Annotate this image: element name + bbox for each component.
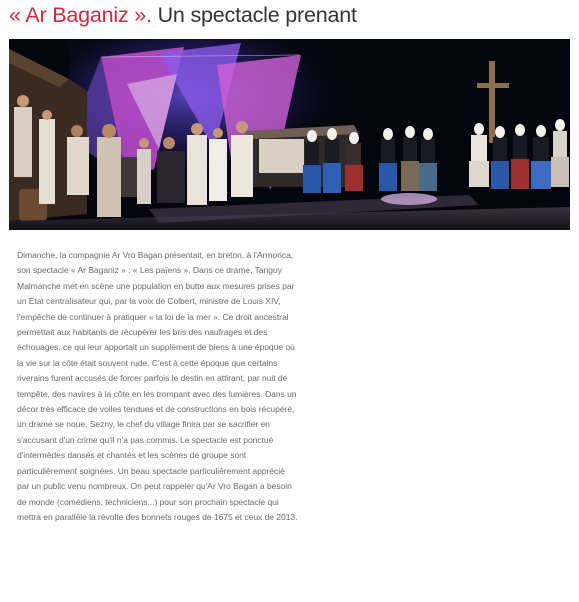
- title-rest: Un spectacle prenant: [157, 3, 357, 27]
- body-line: un État centralisateur qui, par la voix de Colbert, ministre de Louis XIV,: [17, 296, 281, 307]
- article-photo: [9, 39, 570, 230]
- body-line: d'intermèdes dansés et chantés et les scènes de groupe sont: [17, 450, 247, 461]
- body-line: décor très efficace de voiles tendues et de constructions en bois récupéré,: [17, 404, 295, 415]
- title-accent: « Ar Baganiz ».: [9, 3, 152, 27]
- lying-figure: [381, 193, 437, 205]
- body-line: particulièrement soignées. Un beau spectacle particulièrement apprécié: [17, 465, 285, 476]
- article-body: [17, 248, 322, 525]
- body-line: Malmanche met en scène une population en butte aux mesures prises par: [17, 280, 295, 291]
- body-line: l'empêche de continuer à pratiquer « la loi de la mer ». Ce droit ancestral: [17, 311, 289, 322]
- wooden-cross: [489, 61, 495, 143]
- body-line: par un public venu nombreux. On peut rappeler qu'Ar Vro Bagan a besoin: [17, 481, 292, 492]
- body-line: s'accusant d'un crime qu'il n'a pas commis. Le spectacle est ponctué: [17, 434, 274, 445]
- body-line: la vie sur la côte était souvent rude. C'est à cette époque que certains: [17, 357, 278, 368]
- body-line: riverains furent accusés de forcer parfois le destin en attirant, par nuit de: [17, 373, 288, 384]
- body-line: échouages, ce qui leur apportait un supplément de biens à une époque où: [17, 342, 295, 353]
- body-line: de monde (comédiens, techniciens...) pour son prochain spectacle qui: [17, 496, 279, 507]
- body-line: mettra en parallèle la révolte des bonnets rouges de 1675 et ceux de 2013.: [17, 511, 298, 522]
- body-line: permettait aux habitants de récupérer les bris des naufrages et des: [17, 327, 268, 338]
- body-line: Dimanche, la compagnie Ar Vro Bagan présentait, en breton, à l'Armorica,: [17, 250, 294, 260]
- article-title: [9, 2, 357, 28]
- body-line: son spectacle « Ar Baganiz » : « Les païens ». Dans ce drame, Tanguy: [17, 265, 282, 276]
- body-line: tempête, des navires à la côte en les trompant avec des lumières. Dans un: [17, 388, 297, 399]
- body-line: un drame se noue. Sezny, le chef du village finira par se sacrifier en: [17, 419, 270, 430]
